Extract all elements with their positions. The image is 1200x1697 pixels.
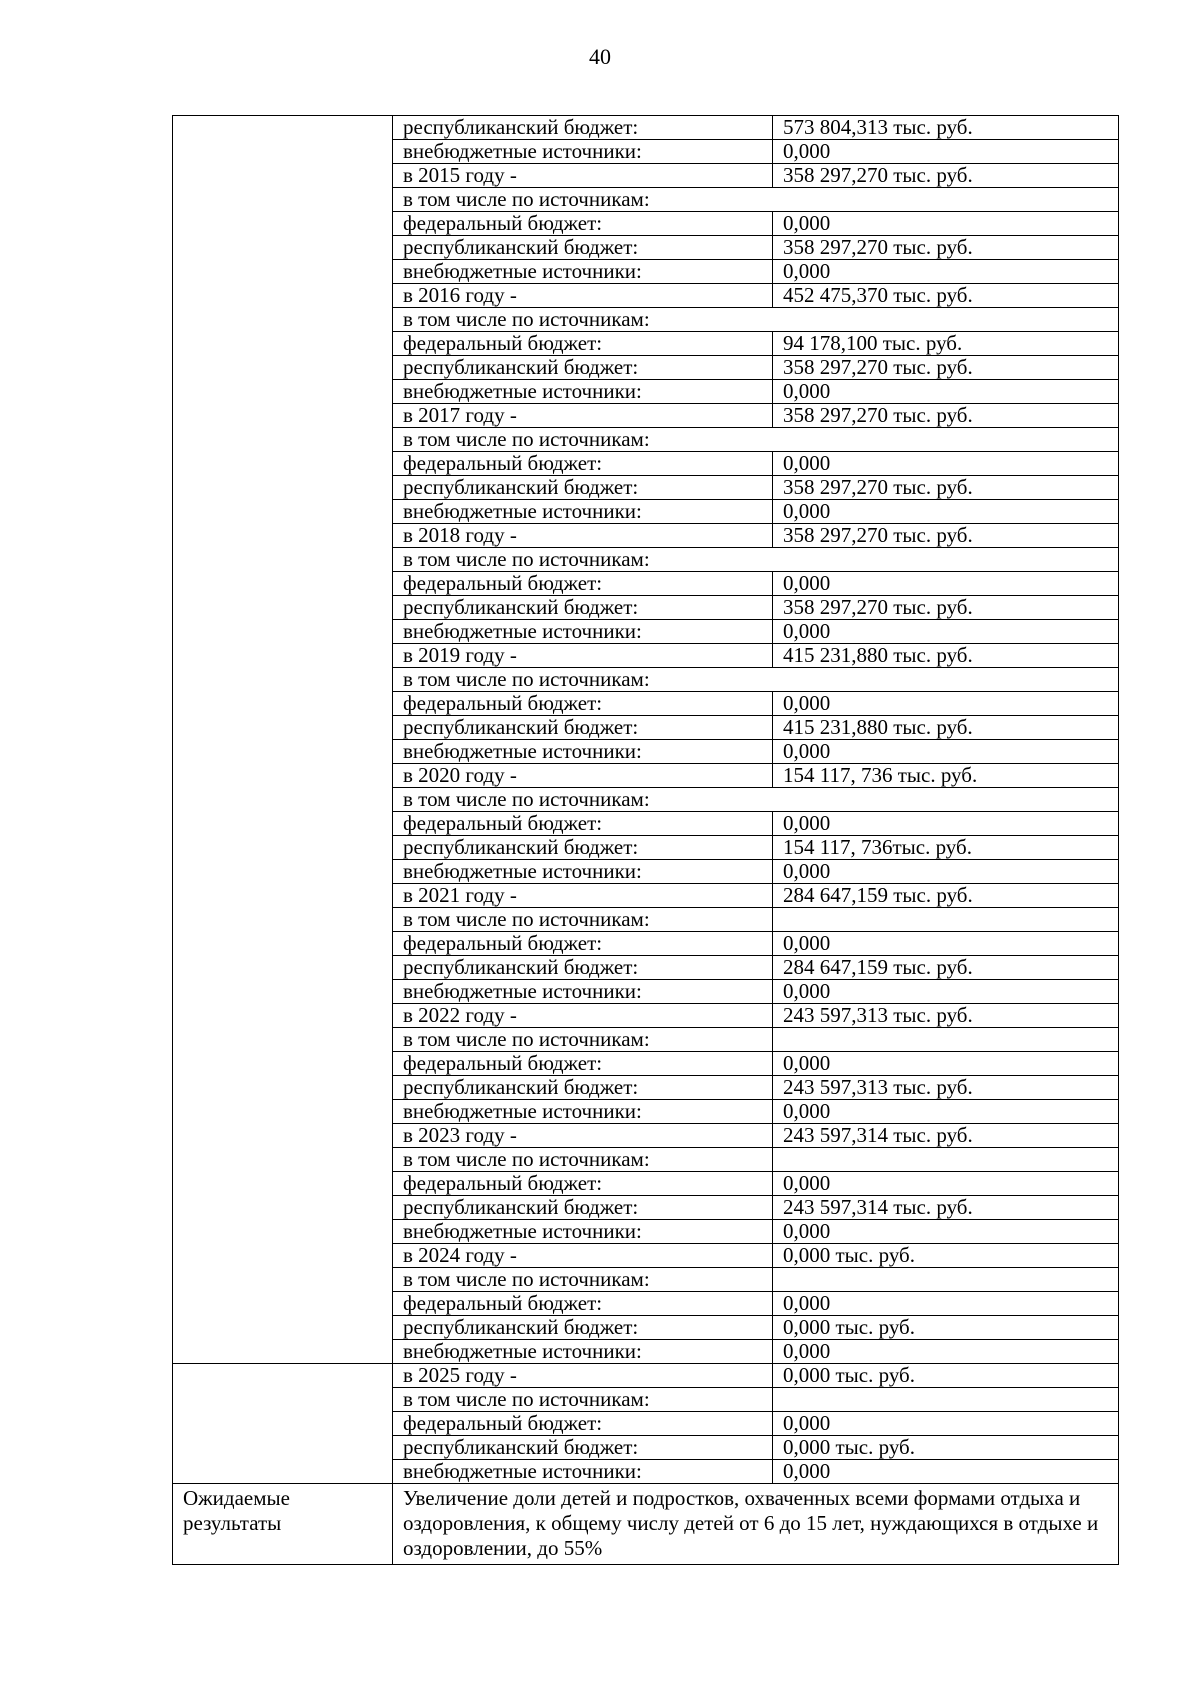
row-value: 0,000 тыс. руб. [773,1364,1119,1388]
row-value [773,1028,1119,1052]
row-value: 0,000 [773,452,1119,476]
row-label: в том числе по источникам: [393,668,1119,692]
row-label: внебюджетные источники: [393,260,773,284]
row-label: федеральный бюджет: [393,332,773,356]
row-label: в 2017 году - [393,404,773,428]
row-label: в том числе по источникам: [393,548,1119,572]
row-label: в 2015 году - [393,164,773,188]
row-value: 0,000 [773,1100,1119,1124]
row-label: в том числе по источникам: [393,908,773,932]
row-value: 0,000 [773,500,1119,524]
row-value: 154 117, 736 тыс. руб. [773,764,1119,788]
empty-side-cell [173,116,393,1364]
row-value: 358 297,270 тыс. руб. [773,356,1119,380]
row-label: в 2023 году - [393,1124,773,1148]
row-value: 358 297,270 тыс. руб. [773,164,1119,188]
expected-results-row [173,1484,1119,1565]
row-value: 94 178,100 тыс. руб. [773,332,1119,356]
row-label: в 2018 году - [393,524,773,548]
row-value: 0,000 [773,1412,1119,1436]
row-value: 0,000 [773,1292,1119,1316]
row-value: 573 804,313 тыс. руб. [773,116,1119,140]
row-value: 0,000 [773,932,1119,956]
row-label: внебюджетные источники: [393,860,773,884]
row-value: 0,000 [773,1052,1119,1076]
row-label: в 2019 году - [393,644,773,668]
row-label: в том числе по источникам: [393,1148,773,1172]
row-value: 0,000 [773,1340,1119,1364]
row-label: в том числе по источникам: [393,788,1119,812]
row-value: 243 597,314 тыс. руб. [773,1124,1119,1148]
row-label: внебюджетные источники: [393,1100,773,1124]
row-label: в том числе по источникам: [393,1028,773,1052]
row-value: 0,000 [773,812,1119,836]
row-label: внебюджетные источники: [393,1220,773,1244]
row-value: 0,000 [773,380,1119,404]
row-value: 415 231,880 тыс. руб. [773,716,1119,740]
row-label: федеральный бюджет: [393,1412,773,1436]
row-value: 0,000 [773,980,1119,1004]
empty-side-cell [173,1364,393,1484]
row-label: федеральный бюджет: [393,1292,773,1316]
row-label: внебюджетные источники: [393,500,773,524]
row-value: 358 297,270 тыс. руб. [773,476,1119,500]
row-label: внебюджетные источники: [393,140,773,164]
row-label: в 2020 году - [393,764,773,788]
row-label: федеральный бюджет: [393,1172,773,1196]
budget-table [172,115,1119,1565]
row-label: республиканский бюджет: [393,1316,773,1340]
row-label: федеральный бюджет: [393,812,773,836]
row-value: 0,000 тыс. руб. [773,1244,1119,1268]
row-label: республиканский бюджет: [393,716,773,740]
row-label: республиканский бюджет: [393,1436,773,1460]
row-value: 0,000 тыс. руб. [773,1316,1119,1340]
row-value: 0,000 [773,692,1119,716]
row-value: 0,000 [773,260,1119,284]
row-label: в том числе по источникам: [393,308,1119,332]
row-label: внебюджетные источники: [393,380,773,404]
row-value: 284 647,159 тыс. руб. [773,956,1119,980]
row-value: 154 117, 736тыс. руб. [773,836,1119,860]
row-value: 0,000 [773,212,1119,236]
row-label: в 2022 году - [393,1004,773,1028]
row-value: 243 597,313 тыс. руб. [773,1076,1119,1100]
row-value [773,1148,1119,1172]
table-row [173,1364,1119,1388]
row-label: республиканский бюджет: [393,836,773,860]
row-value [773,1388,1119,1412]
row-label: внебюджетные источники: [393,620,773,644]
row-label: внебюджетные источники: [393,1460,773,1484]
row-value: 0,000 [773,140,1119,164]
row-label: республиканский бюджет: [393,1196,773,1220]
row-label: в том числе по источникам: [393,428,1119,452]
row-label: внебюджетные источники: [393,1340,773,1364]
row-value: 358 297,270 тыс. руб. [773,404,1119,428]
row-label: в 2016 году - [393,284,773,308]
row-label: в 2025 году - [393,1364,773,1388]
row-value: 0,000 [773,740,1119,764]
row-label: в том числе по источникам: [393,188,1119,212]
row-value: 0,000 [773,860,1119,884]
row-label: республиканский бюджет: [393,956,773,980]
row-value: 415 231,880 тыс. руб. [773,644,1119,668]
row-label: федеральный бюджет: [393,572,773,596]
row-label: внебюджетные источники: [393,740,773,764]
row-label: республиканский бюджет: [393,476,773,500]
row-label: в том числе по источникам: [393,1388,773,1412]
row-label: внебюджетные источники: [393,980,773,1004]
row-value: 0,000 [773,1460,1119,1484]
row-value: 0,000 [773,620,1119,644]
row-value: 0,000 [773,572,1119,596]
row-label: республиканский бюджет: [393,596,773,620]
row-value [773,908,1119,932]
row-value: 0,000 [773,1172,1119,1196]
row-value: 358 297,270 тыс. руб. [773,524,1119,548]
row-label: в 2021 году - [393,884,773,908]
row-value: 0,000 [773,1220,1119,1244]
row-value: 0,000 тыс. руб. [773,1436,1119,1460]
row-label: федеральный бюджет: [393,932,773,956]
row-label: федеральный бюджет: [393,692,773,716]
row-label: республиканский бюджет: [393,236,773,260]
row-label: республиканский бюджет: [393,116,773,140]
row-label: республиканский бюджет: [393,1076,773,1100]
page-number: 40 [589,44,611,69]
row-label: федеральный бюджет: [393,1052,773,1076]
row-label: в 2024 году - [393,1244,773,1268]
row-label: республиканский бюджет: [393,356,773,380]
row-value: 358 297,270 тыс. руб. [773,596,1119,620]
row-label: в том числе по источникам: [393,1268,773,1292]
row-value: 452 475,370 тыс. руб. [773,284,1119,308]
row-value [773,1268,1119,1292]
row-label: федеральный бюджет: [393,452,773,476]
row-value: 243 597,313 тыс. руб. [773,1004,1119,1028]
row-label: федеральный бюджет: [393,212,773,236]
expected-results-text: Увеличение доли детей и подростков, охваченных всеми формами отдыха и оздоровления, к общему числу детей от 6 до 15 лет, нуждающихся в отдыхе и оздоровлении, до 55% [393,1484,1119,1565]
row-value: 358 297,270 тыс. руб. [773,236,1119,260]
expected-results-label: Ожидаемые результаты [173,1484,393,1565]
table-row [173,116,1119,140]
row-value: 243 597,314 тыс. руб. [773,1196,1119,1220]
row-value: 284 647,159 тыс. руб. [773,884,1119,908]
